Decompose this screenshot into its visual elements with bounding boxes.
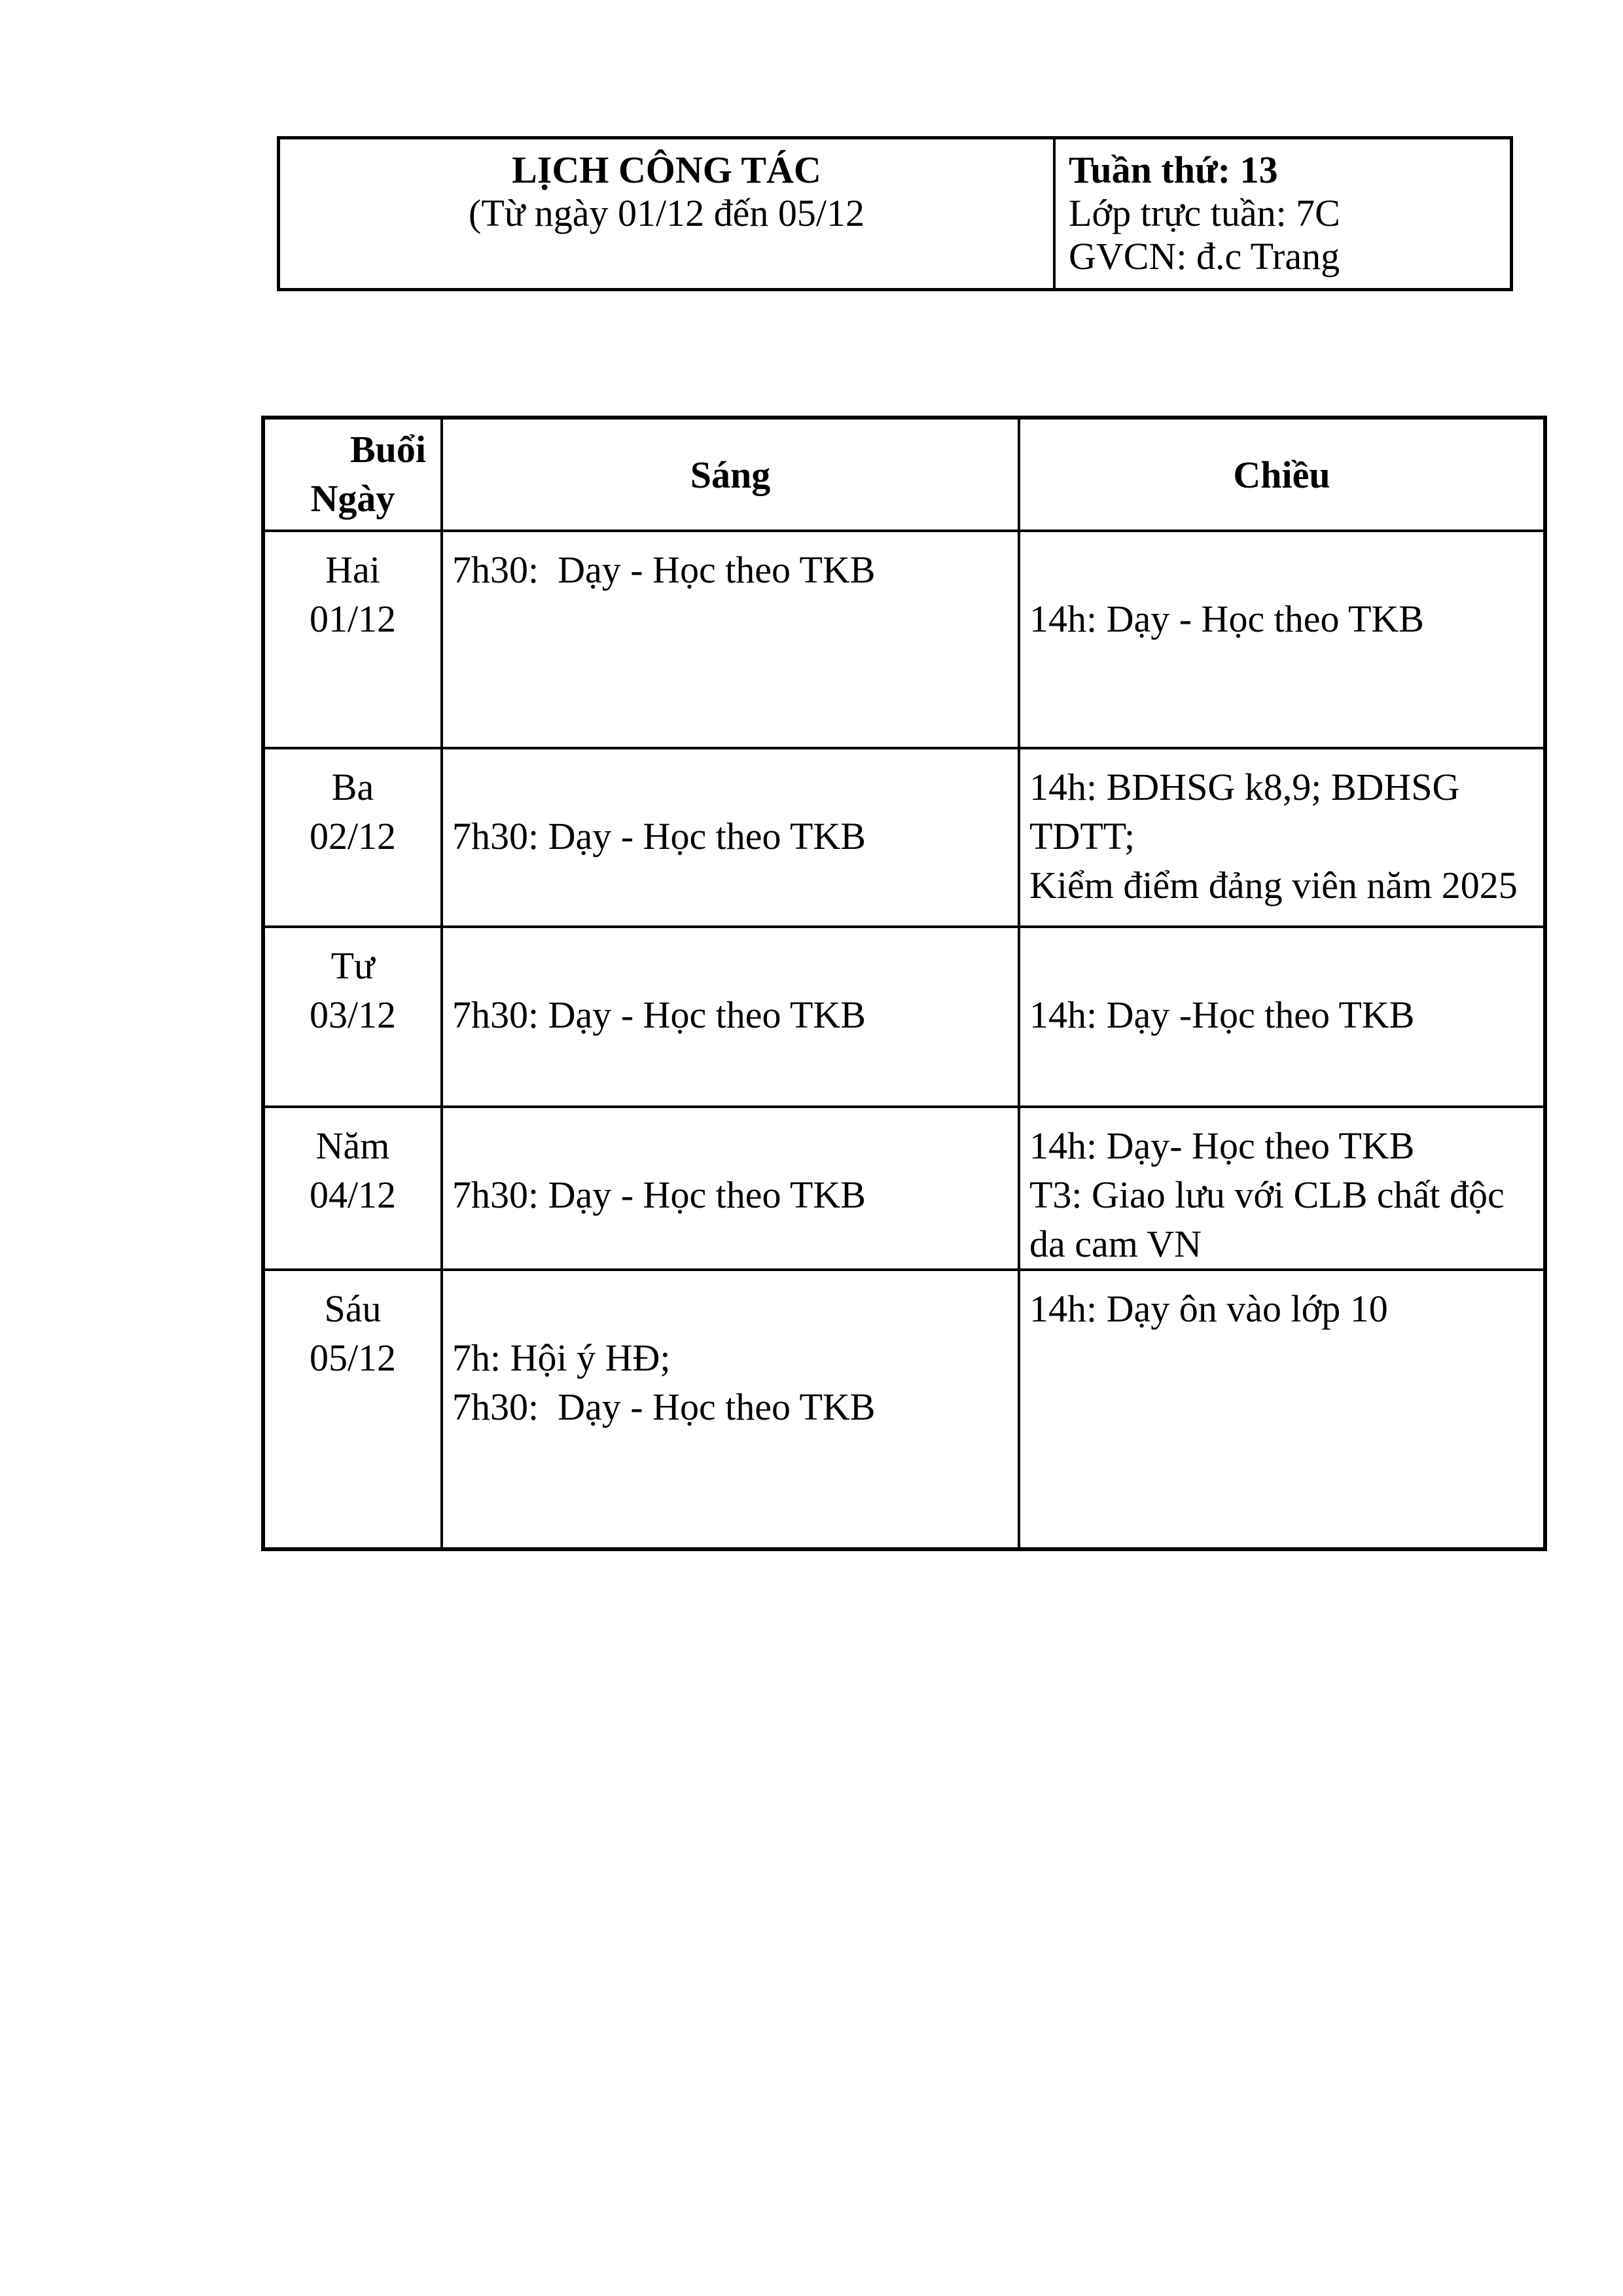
- cell-line: T3: Giao lưu với CLB chất độc: [1029, 1174, 1505, 1216]
- schedule-row-wednesday: [263, 927, 1545, 1107]
- cell-line: 7h30: Dạy - Học theo TKB: [452, 1386, 876, 1428]
- schedule-row-tuesday: [263, 748, 1545, 927]
- document-subtitle: (Từ ngày 01/12 đến 05/12: [469, 192, 865, 234]
- cell-line: da cam VN: [1029, 1223, 1202, 1265]
- day-cell: [263, 1270, 442, 1549]
- morning-cell: [442, 1107, 1019, 1270]
- morning-cell: [442, 1270, 1019, 1549]
- cell-line: [452, 941, 1008, 990]
- cell-line: [452, 1121, 1008, 1170]
- cell-line: 05/12: [309, 1336, 397, 1379]
- cell-line: 04/12: [309, 1174, 397, 1216]
- corner-header-cell: [263, 418, 442, 531]
- duty-class: Lớp trực tuần: 7C: [1069, 192, 1340, 234]
- afternoon-column-header: Chiều: [1019, 418, 1545, 531]
- day-cell: [263, 1107, 442, 1270]
- cell-line: Hai: [325, 548, 380, 591]
- cell-line: 14h: Dạy -Học theo TKB: [1029, 994, 1415, 1036]
- cell-line: Tư: [330, 944, 375, 987]
- cell-line: 14h: Dạy- Học theo TKB: [1029, 1124, 1415, 1167]
- cell-line: Kiểm điểm đảng viên năm 2025: [1029, 864, 1518, 906]
- schedule-row-thursday: [263, 1107, 1545, 1270]
- cell-line: Năm: [315, 1124, 390, 1167]
- header-info-cell: [1056, 139, 1510, 288]
- cell-line: 14h: Dạy - Học theo TKB: [1029, 598, 1424, 640]
- cell-line: Sáu: [324, 1287, 382, 1330]
- corner-header-day-label: Ngày: [310, 477, 395, 520]
- schedule-row-monday: [263, 531, 1545, 748]
- cell-line: 7h: Hội ý HĐ;: [452, 1336, 671, 1379]
- cell-line: Ba: [331, 766, 374, 808]
- afternoon-cell: [1019, 927, 1545, 1107]
- morning-cell: [442, 748, 1019, 927]
- cell-line: [1029, 941, 1534, 990]
- schedule-table: [261, 416, 1547, 1551]
- cell-line: 7h30: Dạy - Học theo TKB: [452, 815, 866, 857]
- document-title: LỊCH CÔNG TÁC: [512, 149, 821, 191]
- morning-cell: [442, 927, 1019, 1107]
- afternoon-cell: [1019, 748, 1545, 927]
- cell-line: [1029, 545, 1534, 594]
- header-box: [277, 136, 1513, 291]
- cell-line: 7h30: Dạy - Học theo TKB: [452, 548, 876, 591]
- morning-cell: [442, 531, 1019, 748]
- day-cell: [263, 927, 442, 1107]
- cell-line: 7h30: Dạy - Học theo TKB: [452, 1174, 866, 1216]
- day-cell: [263, 748, 442, 927]
- corner-header-session-label: Buổi: [349, 428, 426, 471]
- cell-line: 01/12: [309, 598, 397, 640]
- table-header-row: [263, 418, 1545, 531]
- header-title-cell: [280, 139, 1056, 288]
- cell-line: 7h30: Dạy - Học theo TKB: [452, 994, 866, 1036]
- afternoon-cell: [1019, 531, 1545, 748]
- schedule-row-friday: [263, 1270, 1545, 1549]
- morning-column-header: Sáng: [442, 418, 1019, 531]
- cell-line: 02/12: [309, 815, 397, 857]
- week-number: Tuần thứ: 13: [1069, 149, 1278, 191]
- cell-line: [452, 762, 1008, 812]
- cell-line: 14h: BDHSG k8,9; BDHSG: [1029, 766, 1460, 808]
- cell-line: TDTT;: [1029, 815, 1135, 857]
- cell-line: 14h: Dạy ôn vào lớp 10: [1029, 1287, 1388, 1330]
- afternoon-cell: [1019, 1107, 1545, 1270]
- cell-line: [452, 1284, 1008, 1333]
- day-cell: [263, 531, 442, 748]
- cell-line: 03/12: [309, 994, 397, 1036]
- homeroom-teacher: GVCN: đ.c Trang: [1069, 235, 1340, 278]
- afternoon-cell: [1019, 1270, 1545, 1549]
